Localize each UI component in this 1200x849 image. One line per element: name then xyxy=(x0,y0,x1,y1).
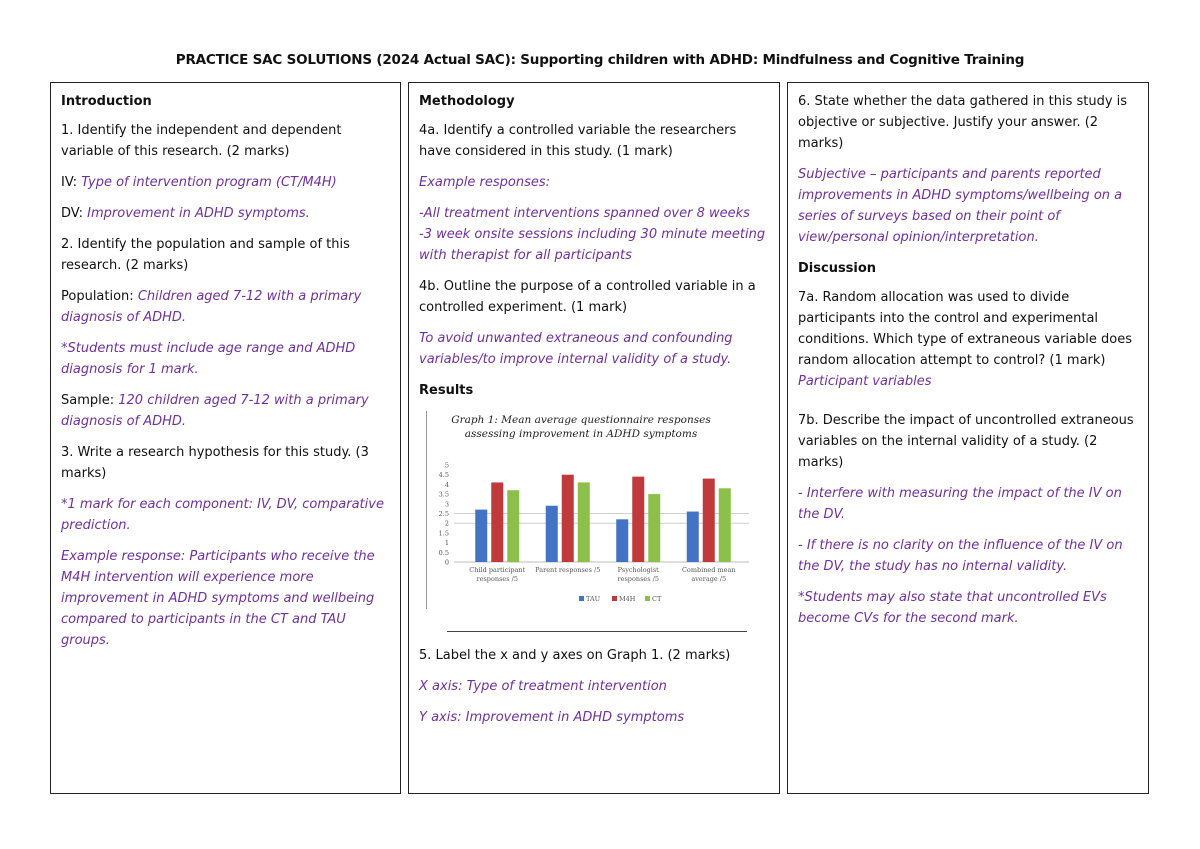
population-answer-text: Children aged 7-12 with a primary diagnosis of ADHD. xyxy=(61,289,362,325)
chart-svg xyxy=(419,409,749,614)
question-7b-note: *Students may also state that uncontrolled EVs become CVs for the second mark. xyxy=(798,590,1107,626)
chart-legend xyxy=(579,595,662,603)
iv-answer-text: Type of intervention program (CT/M4H) xyxy=(81,175,337,190)
y-tick-label: 0.5 xyxy=(438,548,449,557)
bar-m4h xyxy=(562,475,574,562)
introduction-column xyxy=(50,82,401,794)
question-4a-answer-2: -3 week onsite sessions including 30 minute meeting with therapist for all participants xyxy=(419,227,766,263)
discussion-heading: Discussion xyxy=(798,261,877,276)
chart-y-ticks xyxy=(439,462,449,567)
legend-swatch xyxy=(612,596,617,601)
x-category-label: Child participant xyxy=(469,566,526,574)
question-7b: 7b. Describe the impact of uncontrolled extraneous variables on the internal validity of a study. (2 marks) xyxy=(798,413,1134,470)
population-answer xyxy=(61,286,390,328)
graph-1 xyxy=(419,409,749,641)
legend-label: TAU xyxy=(586,595,601,603)
iv-label: IV: xyxy=(61,175,78,190)
population-label: Population: xyxy=(61,289,134,304)
y-tick-label: 4 xyxy=(444,480,449,489)
question-7a-answer: Participant variables xyxy=(798,374,932,389)
sample-answer xyxy=(61,390,390,432)
chart-bottom-rule xyxy=(447,631,747,632)
methodology-column xyxy=(408,82,780,794)
question-3-note: *1 mark for each component: IV, DV, comparative prediction. xyxy=(61,497,384,533)
question-7a: 7a. Random allocation was used to divide participants into the control and experimental conditions. Which type of extraneous variable does random allocation attempt to control? (1 mark) xyxy=(798,290,1132,368)
y-tick-label: 2.5 xyxy=(438,510,449,518)
bar-tau xyxy=(475,510,487,562)
y-tick-label: 2 xyxy=(444,519,449,528)
question-5: 5. Label the x and y axes on Graph 1. (2 marks) xyxy=(419,648,731,663)
legend-label: M4H xyxy=(619,595,636,603)
legend-label: CT xyxy=(652,595,662,603)
bar-ct xyxy=(719,488,731,562)
x-category-label: average /5 xyxy=(691,575,727,583)
y-tick-label: 3 xyxy=(444,500,449,509)
page-title: PRACTICE SAC SOLUTIONS (2024 Actual SAC): Supporting children with ADHD: Mindfulness and Cognitive Training xyxy=(175,52,1025,68)
iv-answer xyxy=(61,172,390,193)
bar-m4h xyxy=(703,479,715,562)
question-4a: 4a. Identify a controlled variable the researchers have considered in this study. (1 mark) xyxy=(419,123,737,159)
bar-m4h xyxy=(632,477,644,562)
legend-swatch xyxy=(645,596,650,601)
y-tick-label: 1 xyxy=(444,539,449,548)
dv-answer-text: Improvement in ADHD symptoms. xyxy=(87,206,310,221)
dv-label: DV: xyxy=(61,206,83,221)
question-6: 6. State whether the data gathered in this study is objective or subjective. Justify your answer. (2 marks) xyxy=(798,94,1128,151)
bar-ct xyxy=(578,482,590,562)
methodology-heading: Methodology xyxy=(419,94,515,109)
sample-label: Sample: xyxy=(61,393,115,408)
bar-m4h xyxy=(491,482,503,562)
x-category-label: Combined mean xyxy=(681,566,736,574)
question-3-example: Example response: Participants who receive the M4H intervention will experience more improvement in ADHD symptoms and wellbeing compared to participants in the CT and TAU groups. xyxy=(61,549,375,648)
y-tick-label: 5 xyxy=(444,461,449,470)
bar-ct xyxy=(648,494,660,562)
x-category-label: responses /5 xyxy=(476,575,518,583)
question-4a-answer-1: -All treatment interventions spanned over 8 weeks xyxy=(419,206,750,221)
y-tick-label: 1.5 xyxy=(438,529,449,538)
sample-answer-text: 120 children aged 7-12 with a primary diagnosis of ADHD. xyxy=(61,393,369,429)
bar-tau xyxy=(687,512,699,562)
introduction-heading: Introduction xyxy=(61,94,152,109)
discussion-column xyxy=(787,82,1149,794)
question-2: 2. Identify the population and sample of this research. (2 marks) xyxy=(61,237,350,273)
bar-ct xyxy=(507,490,519,562)
chart-title-line-2: assessing improvement in ADHD symptoms xyxy=(464,428,698,440)
y-tick-label: 0 xyxy=(444,558,449,567)
chart-title-line-1: Graph 1: Mean average questionnaire responses xyxy=(451,414,711,426)
question-4b-answer: To avoid unwanted extraneous and confounding variables/to improve internal validity of a study. xyxy=(419,331,733,367)
question-1: 1. Identify the independent and dependent variable of this research. (2 marks) xyxy=(61,123,342,159)
question-6-answer: Subjective – participants and parents reported improvements in ADHD symptoms/wellbeing on a series of surveys based on their point of view/personal opinion/interpretation. xyxy=(798,167,1123,245)
x-category-label: Psychologist xyxy=(617,566,659,574)
chart-x-categories xyxy=(469,566,735,583)
question-3: 3. Write a research hypothesis for this study. (3 marks) xyxy=(61,445,369,481)
bar-tau xyxy=(616,519,628,562)
question-7b-answer-2: - If there is no clarity on the influence of the IV on the DV, the study has no internal validity. xyxy=(798,538,1123,574)
chart-bars xyxy=(475,475,731,562)
question-5-x-answer: X axis: Type of treatment intervention xyxy=(419,679,667,694)
bar-tau xyxy=(546,506,558,562)
y-tick-label: 3.5 xyxy=(438,490,449,499)
x-category-label: Parent responses /5 xyxy=(535,566,601,574)
y-tick-label: 4.5 xyxy=(438,471,449,480)
question-4a-example-label: Example responses: xyxy=(419,175,551,190)
x-category-label: responses /5 xyxy=(617,575,659,583)
dv-answer xyxy=(61,203,390,224)
question-7b-answer-1: - Interfere with measuring the impact of the IV on the DV. xyxy=(798,486,1122,522)
population-note: *Students must include age range and ADHD diagnosis for 1 mark. xyxy=(61,341,356,377)
question-5-y-answer: Y axis: Improvement in ADHD symptoms xyxy=(419,710,685,725)
results-heading: Results xyxy=(419,383,474,398)
question-4b: 4b. Outline the purpose of a controlled variable in a controlled experiment. (1 mark) xyxy=(419,279,756,315)
legend-swatch xyxy=(579,596,584,601)
